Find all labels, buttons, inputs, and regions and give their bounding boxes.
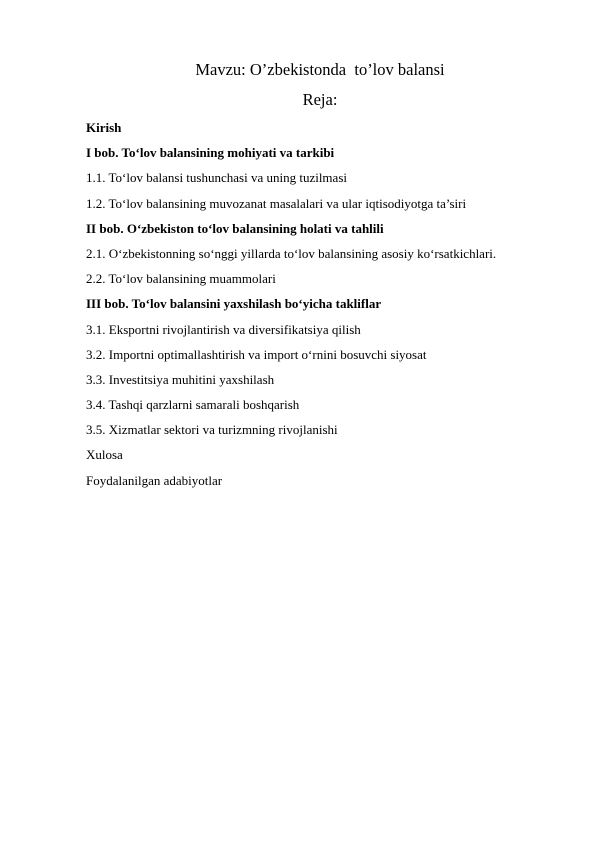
toc-item: 3.3. Investitsiya muhitini yaxshilash [86,371,275,387]
toc-item: 2.1. O‘zbekistonning so‘nggi yillarda to‘lov balansining asosiy ko‘rsatkichlari. [86,245,497,261]
toc-item: 3.2. Importni optimallashtirish va import o‘rnini bosuvchi siyosat [86,346,427,362]
toc-item: Xulosa [86,447,123,463]
toc-item: III bob. To‘lov balansini yaxshilash bo‘yicha takliflar [86,296,382,312]
toc-item: 1.2. To‘lov balansining muvozanat masalalari va ular iqtisodiyotga ta’siri [86,195,467,211]
document-title: Mavzu: O’zbekistonda to’lov balansi [195,60,445,79]
toc-item: 3.1. Eksportni rivojlantirish va diversifikatsiya qilish [86,321,361,337]
toc-item: 3.4. Tashqi qarzlarni samarali boshqarish [86,397,300,413]
toc-item: Kirish [86,120,122,135]
toc-item: 3.5. Xizmatlar sektori va turizmning rivojlanishi [86,422,338,438]
toc-item: Foydalanilgan adabiyotlar [86,472,223,488]
toc-item: II bob. O‘zbekiston to‘lov balansining holati va tahlili [86,220,384,236]
table-of-contents [86,119,556,497]
toc-item: 1.1. To‘lov balansi tushunchasi va uning tuzilmasi [86,170,347,186]
toc-item: 2.2. To‘lov balansining muammolari [86,271,276,287]
toc-item: I bob. To‘lov balansining mohiyati va tarkibi [86,145,335,161]
plan-heading: Reja: [302,90,338,109]
